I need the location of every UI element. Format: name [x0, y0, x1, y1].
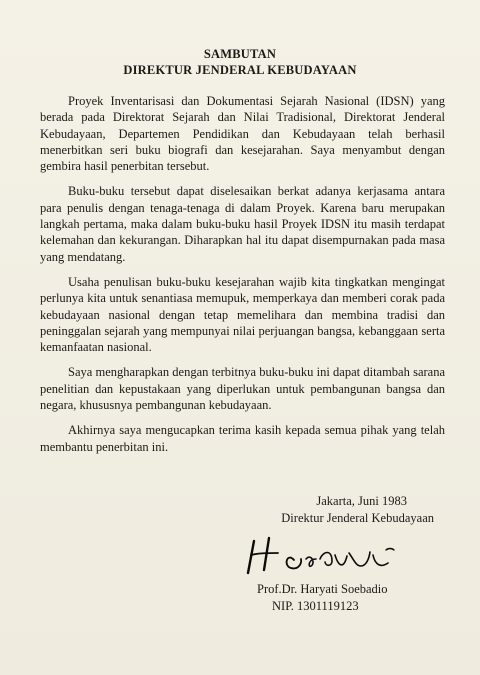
- paragraph-2: Buku-buku tersebut dapat diselesaikan berkat adanya kerjasama antara para penulis dengan tenaga-tenaga di dalam Proyek. Karena baru merupakan langkah pertama, maka dalam buku-buku hasil Proyek IDSN itu masih terdapat kelemahan dan kekurangan. Diharapkan hal itu dapat disempurnakan pada masa yang mendatang.: [40, 184, 445, 264]
- document-body: [40, 93, 445, 464]
- document-subtitle: DIREKTUR JENDERAL KEBUDAYAAN: [123, 63, 357, 77]
- paragraph-5: Akhirnya saya mengucapkan terima kasih kepada semua pihak yang telah membantu penerbitan ini.: [40, 423, 445, 454]
- handwritten-signature: [244, 535, 404, 580]
- document-title: SAMBUTAN: [203, 47, 277, 61]
- paragraph-1: Proyek Inventarisasi dan Dokumentasi Sejarah Nasional (IDSN) yang berada pada Direktorat Sejarah dan Nilai Tradisional, Direktorat Jenderal Kebudayaan, Departemen Pendidikan dan Kebudayaan telah berhasil menerbitkan seri buku biografi dan kesejarahan. Saya menyambut dengan gembira hasil penerbitan tersebut.: [40, 94, 445, 174]
- signer-name: Prof.Dr. Haryati Soebadio: [257, 582, 388, 596]
- position-title: Direktur Jenderal Kebudayaan: [281, 511, 434, 525]
- paragraph-4: Saya mengharapkan dengan terbitnya buku-buku ini dapat ditambah sarana penelitian dan kepustakaan yang diperlukan untuk pembangunan bangsa dan negara, khususnya pembangunan kebudayaan.: [40, 365, 445, 413]
- paragraph-3: Usaha penulisan buku-buku kesejarahan wajib kita tingkatkan mengingat perlunya kita untuk senantiasa memupuk, memperkaya dan memberi corak pada kebudayaan nasional dengan tetap memelihara dan membina tradisi dan peninggalan sejarah yang mempunyai nilai perjuangan bangsa, kebanggaan serta kemanfaatan nasional.: [40, 274, 445, 355]
- place-date: Jakarta, Juni 1983: [316, 494, 407, 508]
- signer-nip: NIP. 1301119123: [272, 599, 359, 613]
